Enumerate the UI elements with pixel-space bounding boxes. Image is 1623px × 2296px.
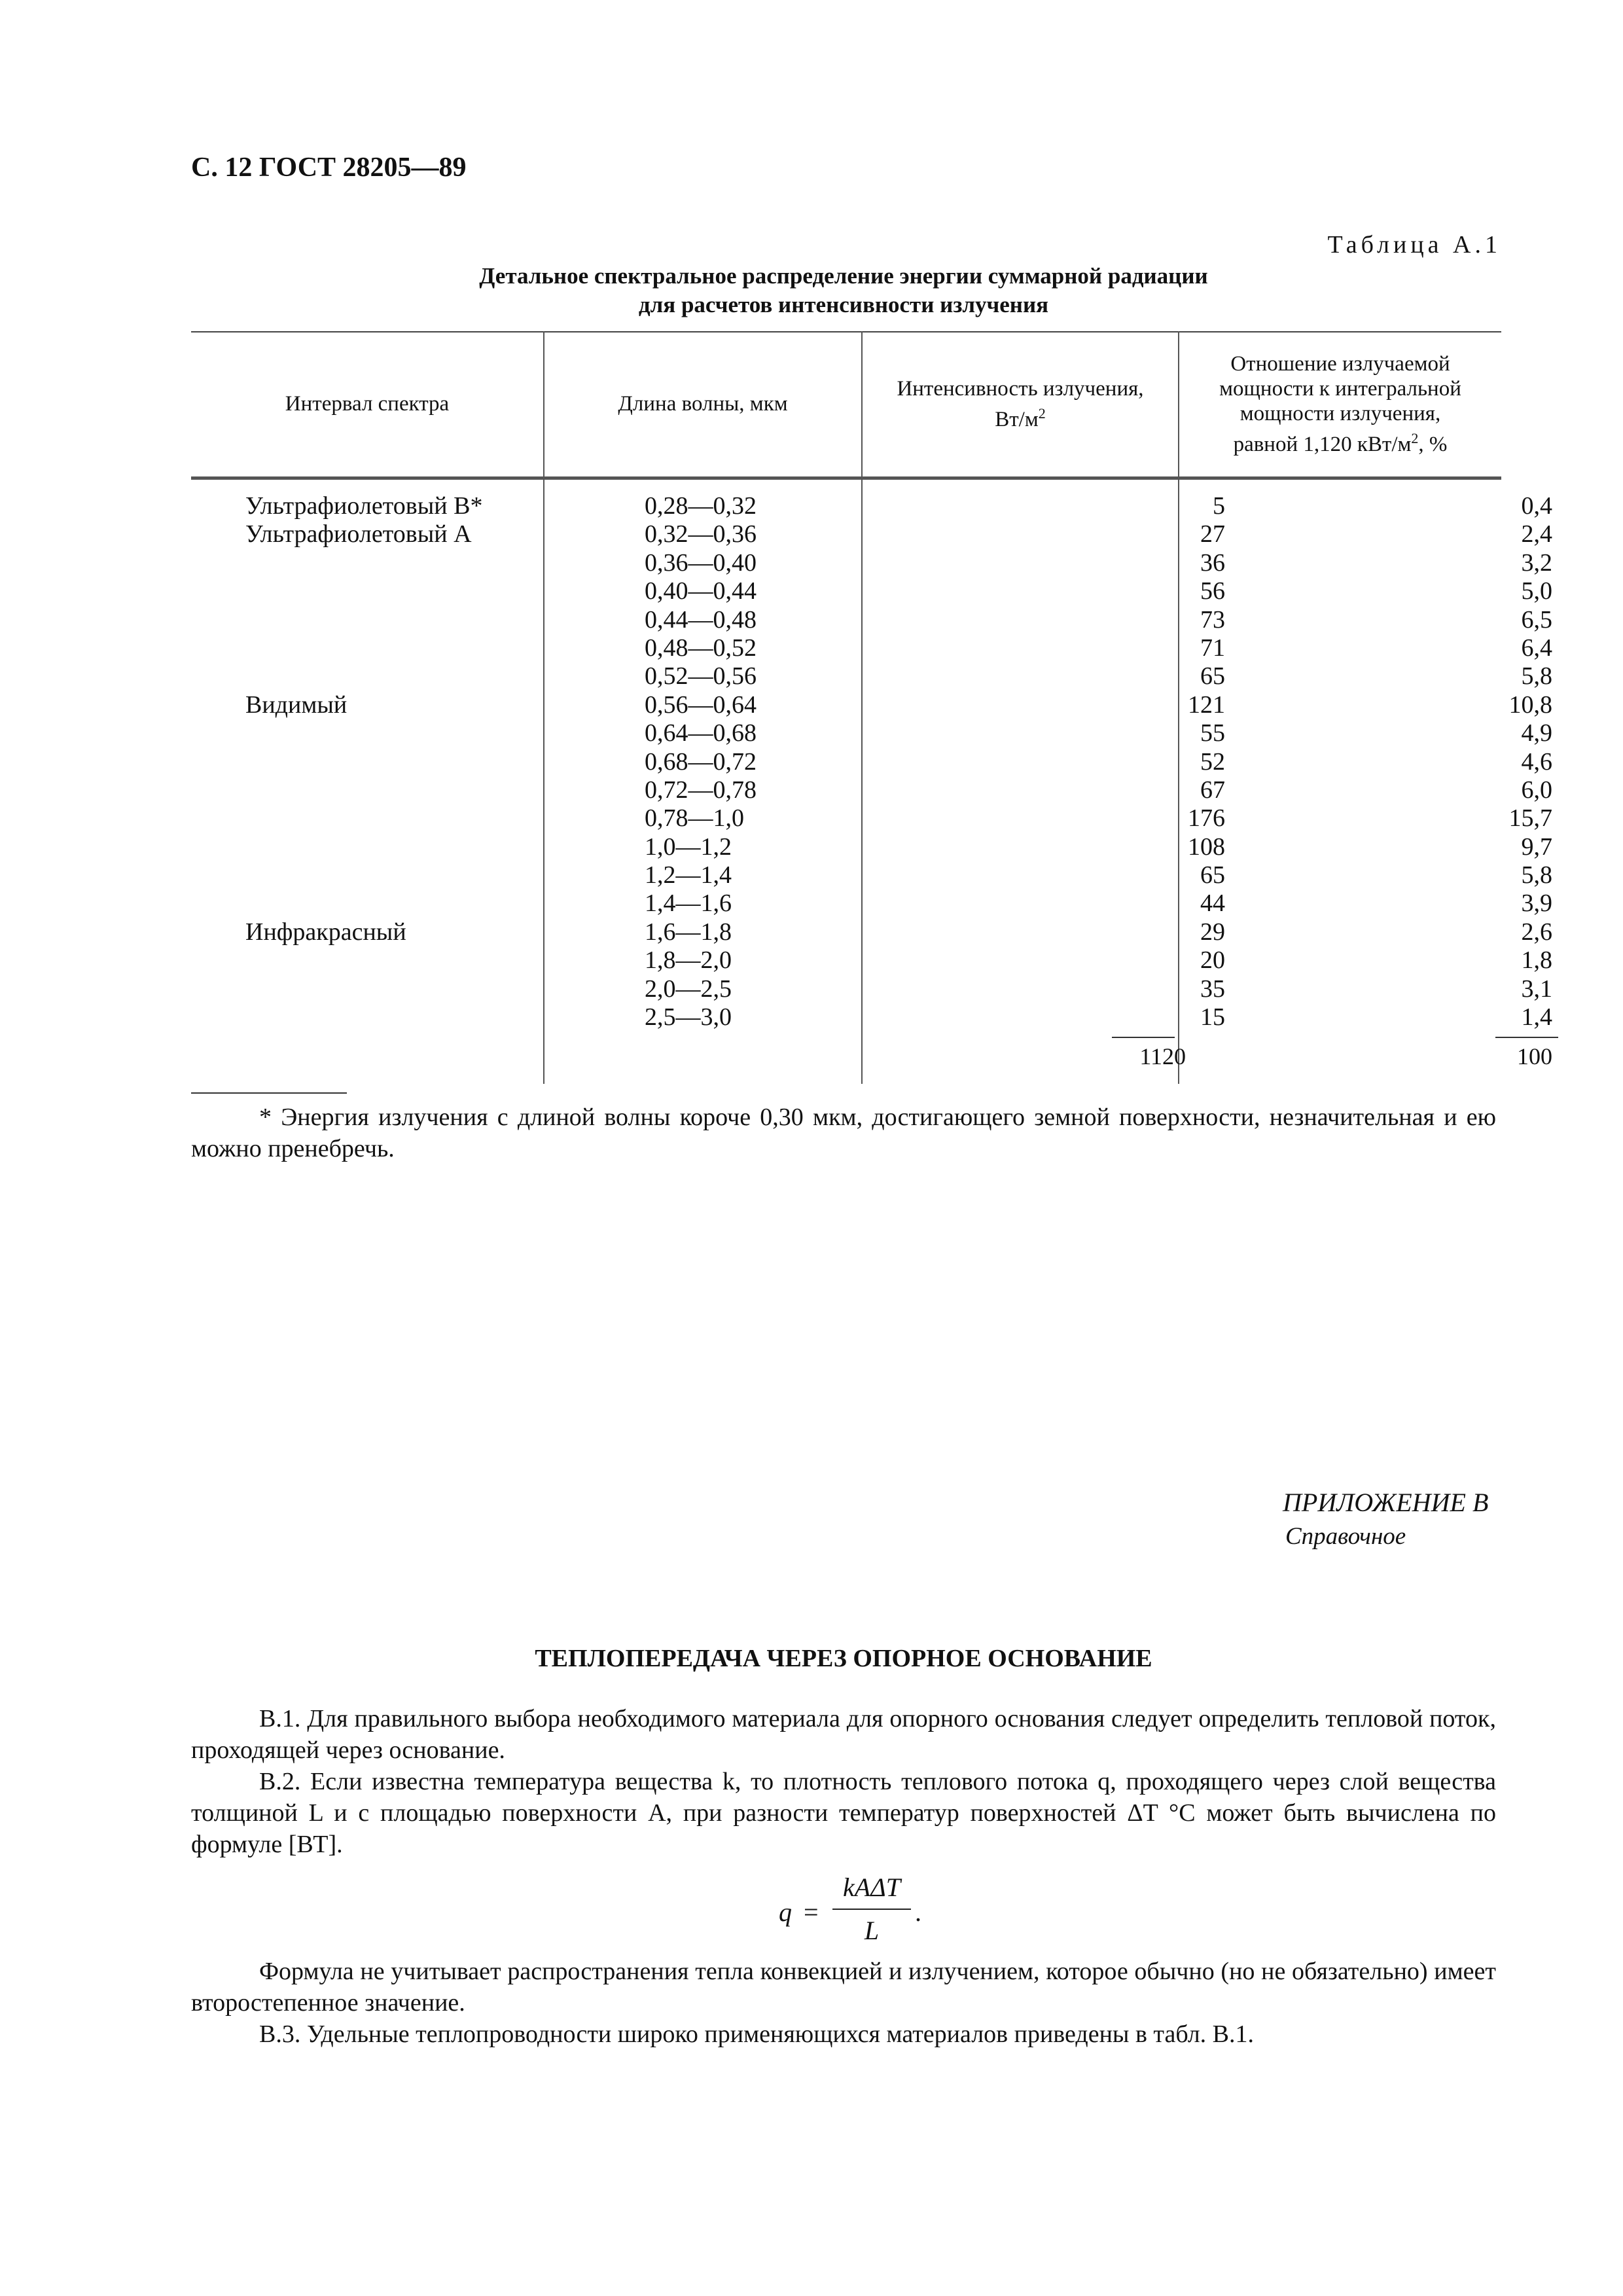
interval-name: Инфракрасный bbox=[245, 918, 406, 946]
fraction-bar bbox=[832, 1909, 911, 1910]
header-intensity bbox=[863, 331, 1178, 476]
ratio-cell: 5,8 bbox=[1521, 861, 1552, 889]
ratio-cell: 3,9 bbox=[1521, 889, 1552, 918]
header-intensity-unit: Вт/м bbox=[995, 407, 1039, 431]
wavelength-cell: 0,64—0,68 bbox=[645, 719, 757, 747]
ratio-cell: 5,8 bbox=[1521, 662, 1552, 691]
intensity-cell: 71 bbox=[1200, 634, 1225, 662]
intensity-column bbox=[1029, 492, 1225, 1031]
intensity-cell: 108 bbox=[1188, 833, 1225, 861]
interval-name: Ультрафиолетовый В* bbox=[245, 492, 483, 520]
ratio-cell: 5,0 bbox=[1521, 577, 1552, 605]
wavelength-cell: 0,52—0,56 bbox=[645, 662, 757, 691]
intensity-cell: 56 bbox=[1200, 577, 1225, 605]
header-wavelength: Длина волны, мкм bbox=[618, 392, 788, 416]
header-interval: Интервал спектра bbox=[285, 392, 450, 416]
ratio-cell: 1,8 bbox=[1521, 946, 1552, 975]
formula-numerator: kAΔT bbox=[843, 1873, 901, 1902]
wavelength-cell: 1,4—1,6 bbox=[645, 889, 732, 918]
intensity-cell: 65 bbox=[1200, 662, 1225, 691]
ratio-column bbox=[1356, 492, 1552, 1031]
header-ratio-line: , % bbox=[1418, 432, 1448, 456]
intensity-cell: 121 bbox=[1188, 691, 1225, 719]
header-ratio-line: мощности излучения, bbox=[1240, 401, 1441, 425]
intensity-cell: 52 bbox=[1200, 747, 1225, 776]
intensity-cell: 65 bbox=[1200, 861, 1225, 889]
formula bbox=[779, 1871, 942, 1949]
wavelength-cell: 0,56—0,64 bbox=[645, 691, 757, 719]
intensity-cell: 36 bbox=[1200, 548, 1225, 577]
table-header-rule bbox=[191, 476, 1501, 480]
sum-rule bbox=[1112, 1037, 1175, 1038]
ratio-cell: 2,6 bbox=[1521, 918, 1552, 946]
footnote-rule bbox=[191, 1092, 347, 1094]
appendix-subtitle: Справочное bbox=[1285, 1523, 1406, 1550]
intensity-cell: 67 bbox=[1200, 776, 1225, 804]
header-ratio bbox=[1179, 331, 1501, 476]
table-title-line1: Детальное спектральное распределение энергии суммарной радиации bbox=[479, 263, 1208, 289]
intensity-cell: 15 bbox=[1200, 1003, 1225, 1031]
paragraph-b3: В.3. Удельные теплопроводности широко применяющихся материалов приведены в табл. В.1. bbox=[259, 2020, 1255, 2048]
total-intensity: 1120 bbox=[1139, 1043, 1186, 1069]
wavelength-cell: 0,32—0,36 bbox=[645, 520, 757, 548]
wavelength-column bbox=[645, 492, 808, 1031]
total-ratio: 100 bbox=[1517, 1043, 1552, 1069]
wavelength-cell: 0,72—0,78 bbox=[645, 776, 757, 804]
interval-name: Видимый bbox=[245, 691, 348, 719]
wavelength-cell: 1,6—1,8 bbox=[645, 918, 732, 946]
wavelength-cell: 0,36—0,40 bbox=[645, 548, 757, 577]
intensity-cell: 20 bbox=[1200, 946, 1225, 975]
spectral-table bbox=[191, 331, 1552, 1084]
superscript: 2 bbox=[1411, 429, 1419, 446]
intensity-cell: 27 bbox=[1200, 520, 1225, 548]
header-ratio-line: мощности к интегральной bbox=[1219, 376, 1461, 401]
header-intensity-label: Интенсивность излучения, bbox=[897, 376, 1144, 401]
intensity-cell: 73 bbox=[1200, 605, 1225, 634]
intensity-cell: 29 bbox=[1200, 918, 1225, 946]
formula-denominator: L bbox=[864, 1916, 880, 1945]
paragraph-b2-note: Формула не учитывает распространения тепла конвекцией и излучением, которое обычно (но не обязательно) имеет второстепенное значение. bbox=[191, 1958, 1496, 2017]
section-title: ТЕПЛОПЕРЕДАЧА ЧЕРЕЗ ОПОРНОЕ ОСНОВАНИЕ bbox=[535, 1645, 1152, 1672]
wavelength-cell: 0,48—0,52 bbox=[645, 634, 757, 662]
wavelength-cell: 2,5—3,0 bbox=[645, 1003, 732, 1031]
wavelength-cell: 1,0—1,2 bbox=[645, 833, 732, 861]
paragraph-b1: В.1. Для правильного выбора необходимого материала для опорного основания следует определить тепловой поток, проходящей через основание. bbox=[191, 1705, 1496, 1764]
wavelength-cell: 1,2—1,4 bbox=[645, 861, 732, 889]
wavelength-cell: 0,28—0,32 bbox=[645, 492, 757, 520]
ratio-cell: 9,7 bbox=[1521, 833, 1552, 861]
ratio-cell: 4,6 bbox=[1521, 747, 1552, 776]
header-ratio-line: равной 1,120 кВт/м bbox=[1233, 432, 1412, 456]
ratio-cell: 4,9 bbox=[1521, 719, 1552, 747]
ratio-cell: 1,4 bbox=[1521, 1003, 1552, 1031]
intensity-cell: 5 bbox=[1213, 492, 1225, 520]
ratio-cell: 6,5 bbox=[1521, 605, 1552, 634]
wavelength-cell: 0,68—0,72 bbox=[645, 747, 757, 776]
intensity-cell: 35 bbox=[1200, 975, 1225, 1003]
formula-end: . bbox=[915, 1897, 921, 1927]
appendix-title: ПРИЛОЖЕНИЕ В bbox=[1283, 1488, 1489, 1517]
paragraph-b2: В.2. Если известна температура вещества k, то плотность теплового потока q, проходящего через слой вещества толщиной L и с площадью поверхности A, при разности температур поверхностей ΔT °C может быть вычислена по формуле [ВТ]. bbox=[191, 1768, 1496, 1858]
ratio-cell: 2,4 bbox=[1521, 520, 1552, 548]
table-label: Таблица А.1 bbox=[1327, 231, 1501, 259]
ratio-cell: 3,1 bbox=[1521, 975, 1552, 1003]
superscript: 2 bbox=[1038, 404, 1046, 422]
ratio-cell: 3,2 bbox=[1521, 548, 1552, 577]
ratio-cell: 6,0 bbox=[1521, 776, 1552, 804]
wavelength-cell: 0,40—0,44 bbox=[645, 577, 757, 605]
table-title-line2: для расчетов интенсивности излучения bbox=[638, 292, 1049, 317]
wavelength-cell: 1,8—2,0 bbox=[645, 946, 732, 975]
ratio-cell: 15,7 bbox=[1508, 804, 1552, 833]
wavelength-cell: 0,44—0,48 bbox=[645, 605, 757, 634]
footnote: * Энергия излучения с длиной волны короче 0,30 мкм, достигающего земной поверхности, незначительная и ею можно пренебречь. bbox=[191, 1103, 1496, 1162]
wavelength-cell: 0,78—1,0 bbox=[645, 804, 744, 833]
wavelength-cell: 2,0—2,5 bbox=[645, 975, 732, 1003]
interval-name: Ультрафиолетовый А bbox=[245, 520, 472, 548]
intensity-cell: 55 bbox=[1200, 719, 1225, 747]
interval-names-column bbox=[245, 492, 573, 946]
intensity-cell: 44 bbox=[1200, 889, 1225, 918]
page-header: С. 12 ГОСТ 28205—89 bbox=[191, 152, 467, 183]
ratio-cell: 0,4 bbox=[1521, 492, 1552, 520]
intensity-cell: 176 bbox=[1188, 804, 1225, 833]
table-title bbox=[191, 262, 1496, 319]
header-ratio-line: Отношение излучаемой bbox=[1230, 351, 1450, 376]
formula-equals: = bbox=[804, 1897, 819, 1927]
ratio-cell: 6,4 bbox=[1521, 634, 1552, 662]
formula-lhs: q bbox=[779, 1897, 792, 1927]
ratio-cell: 10,8 bbox=[1508, 691, 1552, 719]
